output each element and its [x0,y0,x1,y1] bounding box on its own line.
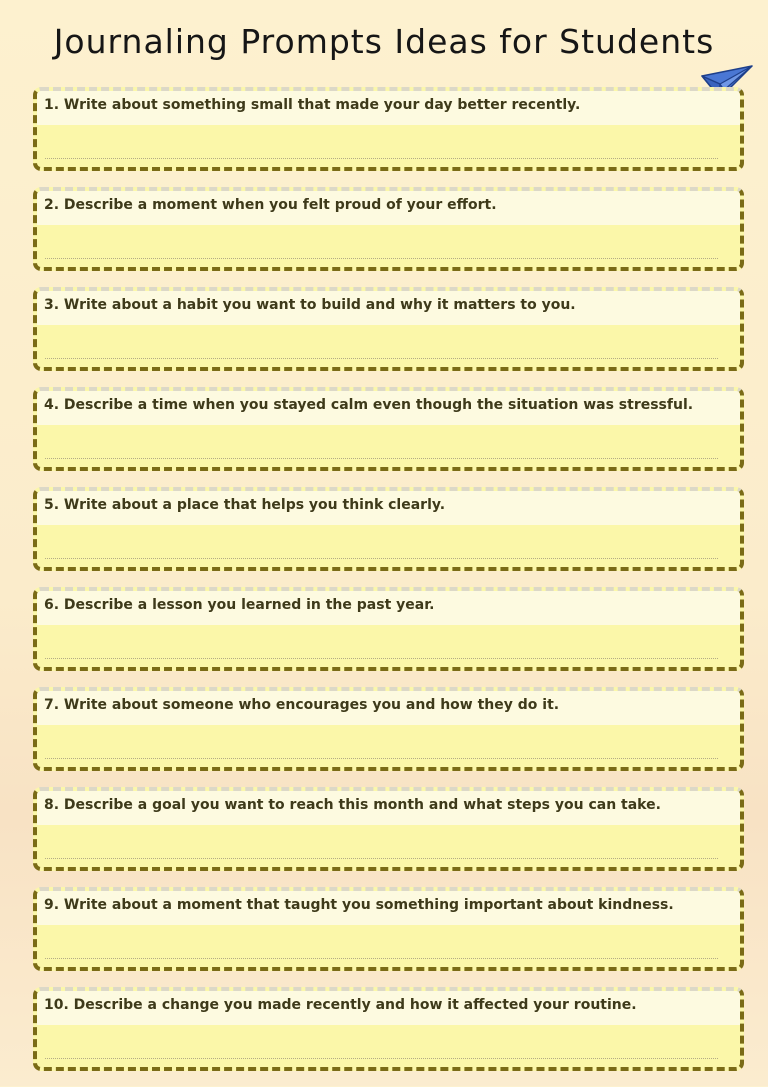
writing-line[interactable] [45,458,718,459]
prompt-text: 3. Write about a habit you want to build and why it matters to you. [44,297,576,313]
prompt-text: 2. Describe a moment when you felt proud of your effort. [44,197,497,213]
prompt-text: 8. Describe a goal you want to reach this month and what steps you can take. [44,797,661,813]
writing-line[interactable] [45,558,718,559]
prompt-card [33,487,744,571]
prompt-text: 1. Write about something small that made your day better recently. [44,97,581,113]
writing-line[interactable] [45,858,718,859]
prompt-text: 7. Write about someone who encourages you and how they do it. [44,697,560,713]
writing-line[interactable] [45,958,718,959]
writing-line[interactable] [45,158,718,159]
prompt-card [33,887,744,971]
writing-line[interactable] [45,258,718,259]
writing-line[interactable] [45,658,718,659]
writing-line[interactable] [45,1058,718,1059]
writing-line[interactable] [45,358,718,359]
prompt-text: 6. Describe a lesson you learned in the past year. [44,597,435,613]
prompt-card [33,87,744,171]
writing-line[interactable] [45,758,718,759]
prompt-card [33,287,744,371]
prompt-card [33,687,744,771]
prompt-text: 10. Describe a change you made recently and how it affected your routine. [44,997,637,1013]
prompt-card [33,587,744,671]
prompt-text: 9. Write about a moment that taught you something important about kindness. [44,897,674,913]
prompt-card [33,387,744,471]
prompt-list [33,87,744,1087]
prompt-text: 5. Write about a place that helps you think clearly. [44,497,446,513]
prompt-card [33,787,744,871]
prompt-card [33,987,744,1071]
prompt-text: 4. Describe a time when you stayed calm even though the situation was stressful. [44,397,694,413]
prompt-card [33,187,744,271]
page-title: Journaling Prompts Ideas for Students [53,22,715,61]
